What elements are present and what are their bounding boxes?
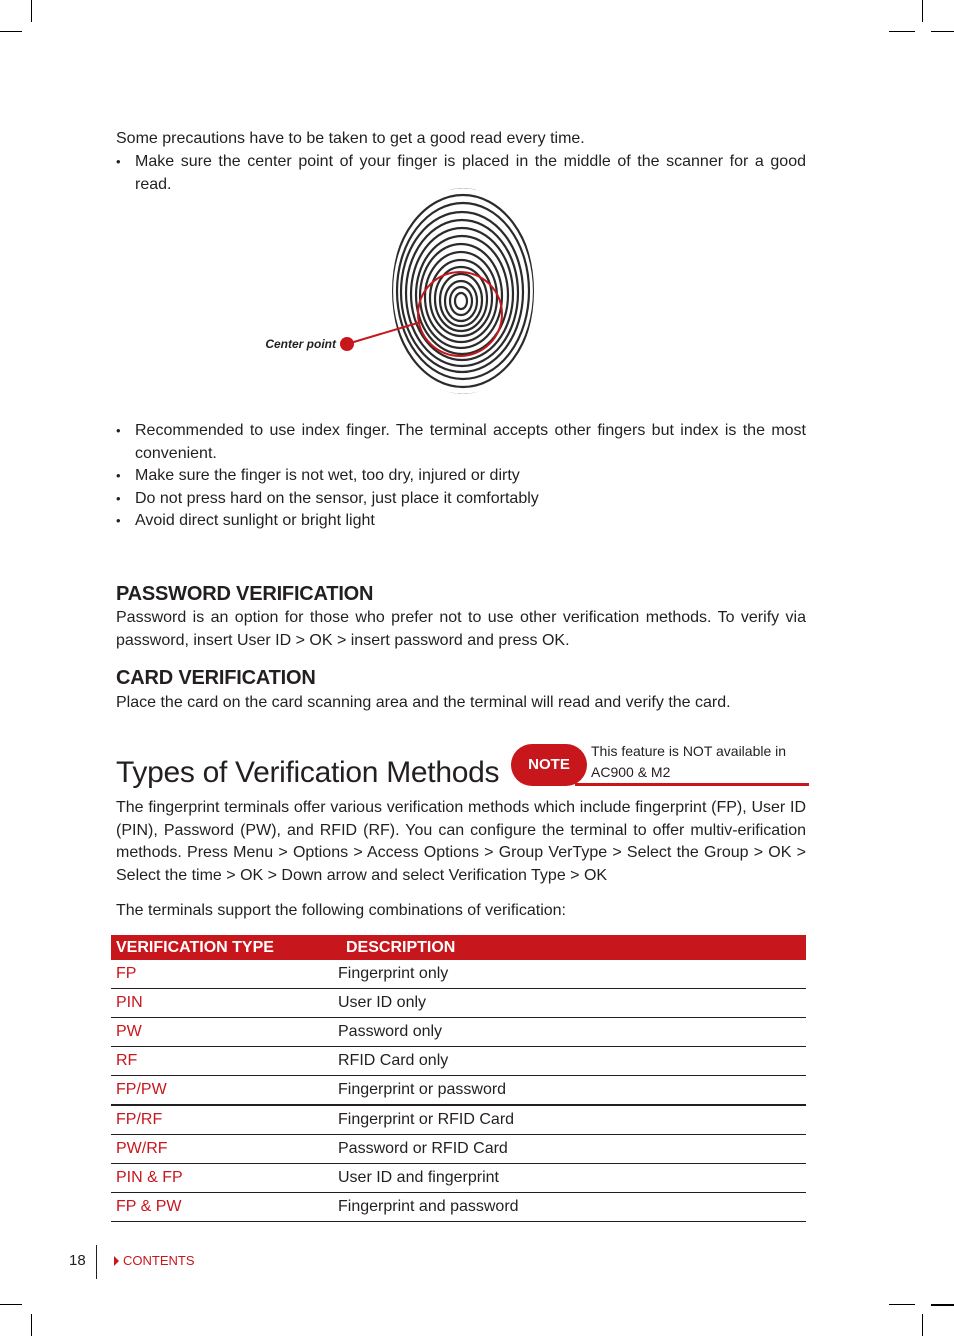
center-point-label: Center point bbox=[265, 337, 336, 351]
table-row bbox=[111, 1018, 806, 1047]
card-heading: CARD VERIFICATION bbox=[116, 667, 316, 689]
crop-mark bbox=[31, 1314, 32, 1336]
fingerprint-icon bbox=[387, 187, 539, 395]
table-header-row bbox=[111, 935, 806, 960]
crop-mark bbox=[889, 1304, 915, 1305]
list-item: • Make sure the center point of your finger is placed in the middle of the scanner for a good read. bbox=[116, 151, 806, 196]
page-number: 18 bbox=[69, 1252, 86, 1269]
password-heading: PASSWORD VERIFICATION bbox=[116, 583, 374, 605]
type-cell: RF bbox=[111, 1047, 333, 1076]
type-cell: PW/RF bbox=[111, 1135, 333, 1164]
type-cell: FP bbox=[111, 960, 333, 989]
crop-mark bbox=[889, 31, 915, 32]
header-verification-type: VERIFICATION TYPE bbox=[111, 935, 333, 960]
table-row bbox=[111, 1193, 806, 1222]
crop-mark bbox=[922, 0, 923, 22]
description-cell: RFID Card only bbox=[333, 1047, 806, 1076]
type-cell: FP/PW bbox=[111, 1076, 333, 1106]
footer-divider bbox=[96, 1245, 97, 1279]
crop-mark bbox=[922, 1314, 923, 1336]
note-badge: NOTE bbox=[511, 744, 587, 786]
type-cell: FP/RF bbox=[111, 1105, 333, 1135]
section-title: Types of Verification Methods bbox=[116, 756, 500, 789]
crop-mark bbox=[0, 1304, 22, 1305]
list-item: • Recommended to use index finger. The terminal accepts other fingers but index is the most convenient. bbox=[116, 420, 806, 465]
table-row bbox=[111, 989, 806, 1018]
description-cell: Fingerprint only bbox=[333, 960, 806, 989]
types-lead: The terminals support the following combinations of verification: bbox=[116, 902, 566, 919]
description-cell: Fingerprint or password bbox=[333, 1076, 806, 1106]
types-body: The fingerprint terminals offer various verification methods which include fingerprint (FP), User ID (PIN), Password (PW), and RFID (RF). You can configure the terminal to offer multiv-erification methods. Press Menu > Options > Access Options > Group VerType > Select the Group > OK > Select the time > OK > Down arrow and select Verification Type > OK bbox=[116, 799, 806, 884]
header-description: DESCRIPTION bbox=[333, 935, 806, 960]
table-row bbox=[111, 960, 806, 989]
intro-text: Some precautions have to be taken to get a good read every time. bbox=[116, 130, 585, 147]
center-point-dot bbox=[340, 337, 354, 351]
note-underline bbox=[575, 783, 809, 786]
description-cell: Fingerprint or RFID Card bbox=[333, 1105, 806, 1135]
table-row bbox=[111, 1047, 806, 1076]
description-cell: User ID only bbox=[333, 989, 806, 1018]
table-row bbox=[111, 1105, 806, 1135]
verification-table bbox=[111, 935, 806, 1222]
table-row bbox=[111, 1164, 806, 1193]
crop-mark bbox=[931, 1304, 954, 1306]
caret-right-icon bbox=[114, 1256, 119, 1266]
description-cell: Password or RFID Card bbox=[333, 1135, 806, 1164]
type-cell: FP & PW bbox=[111, 1193, 333, 1222]
contents-label: CONTENTS bbox=[123, 1253, 195, 1268]
card-body: Place the card on the card scanning area and the terminal will read and verify the card. bbox=[116, 694, 731, 711]
table-row bbox=[111, 1076, 806, 1106]
list-item: • Make sure the finger is not wet, too dry, injured or dirty bbox=[116, 465, 806, 488]
type-cell: PIN bbox=[111, 989, 333, 1018]
note-text: This feature is NOT available in AC900 & M2 bbox=[591, 743, 787, 780]
list-item: • Do not press hard on the sensor, just place it comfortably bbox=[116, 488, 806, 511]
password-body: Password is an option for those who prefer not to use other verification methods. To verify via password, insert User ID > OK > insert password and press OK. bbox=[116, 609, 806, 649]
description-cell: User ID and fingerprint bbox=[333, 1164, 806, 1193]
table-row bbox=[111, 1135, 806, 1164]
description-cell: Fingerprint and password bbox=[333, 1193, 806, 1222]
type-cell: PW bbox=[111, 1018, 333, 1047]
list-item: • Avoid direct sunlight or bright light bbox=[116, 510, 806, 533]
precautions-list-bottom bbox=[116, 420, 806, 533]
crop-mark bbox=[0, 31, 22, 32]
contents-link[interactable] bbox=[114, 1253, 195, 1268]
crop-mark bbox=[931, 31, 954, 32]
fingerprint-figure bbox=[255, 186, 545, 398]
description-cell: Password only bbox=[333, 1018, 806, 1047]
crop-mark bbox=[31, 0, 32, 22]
type-cell: PIN & FP bbox=[111, 1164, 333, 1193]
